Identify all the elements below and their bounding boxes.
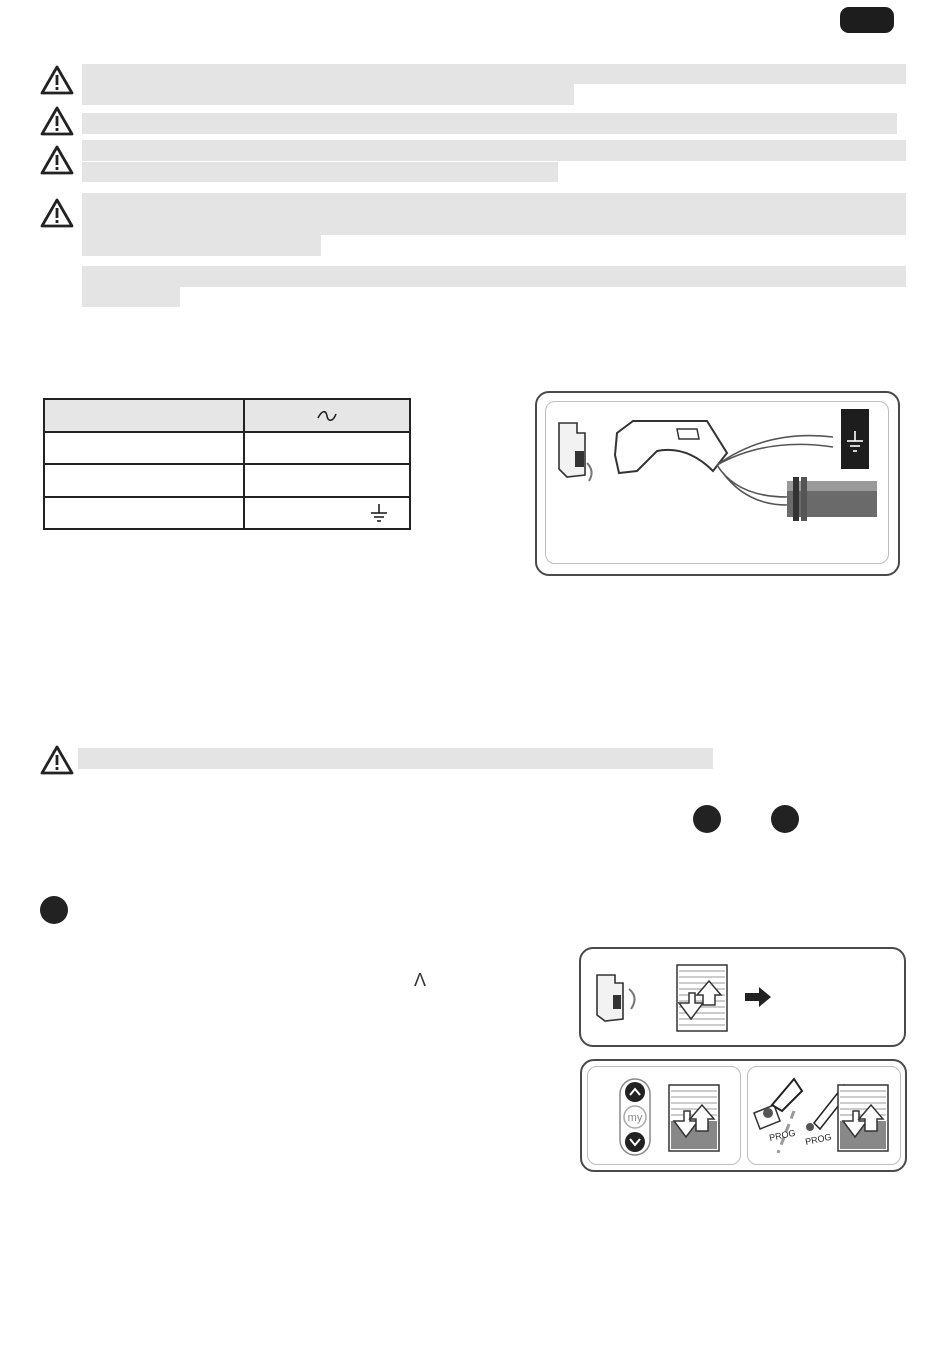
table-cell (244, 497, 410, 530)
circuit-breaker-icon (597, 975, 635, 1021)
language-badge (840, 7, 894, 33)
shutter-icon (677, 965, 727, 1031)
table-row (44, 497, 410, 530)
table-cell (44, 497, 244, 530)
warning-text-line (78, 748, 713, 769)
warning-triangle-icon (40, 198, 74, 228)
warning-triangle-icon (40, 745, 74, 775)
wiring-illustration (537, 393, 898, 574)
motor-tube-icon (787, 477, 877, 521)
my-button-label: my (627, 1112, 643, 1124)
note-text-line (82, 287, 180, 307)
alternating-current-icon (316, 410, 338, 422)
table-header-cell (44, 399, 244, 432)
table-cell (44, 432, 244, 465)
table-header-row (44, 399, 410, 432)
prog-label: PROG (804, 1131, 833, 1147)
table-header-cell (244, 399, 410, 432)
remote-control-icon (620, 1079, 650, 1155)
step-marker-dot (693, 805, 721, 833)
warning-text-line (82, 84, 574, 105)
note-text-line (82, 266, 906, 287)
power-on-figure-panel (579, 947, 906, 1047)
shutter-icon (669, 1085, 719, 1151)
table-cell (244, 432, 410, 465)
warning-text-line (82, 64, 906, 84)
warning-triangle-icon (40, 65, 74, 95)
prog-label: PROG (768, 1127, 797, 1143)
step-marker-dot (771, 805, 799, 833)
cable-clamp-icon (615, 421, 727, 473)
programming-figure-panel (580, 1059, 907, 1172)
wiring-table (43, 398, 411, 530)
arrow-right-icon (745, 987, 771, 1007)
warning-text-line (82, 193, 906, 235)
wiring-figure-panel (535, 391, 900, 576)
warning-text-line (82, 235, 321, 256)
circuit-breaker-icon (559, 423, 592, 481)
shutter-icon (838, 1085, 888, 1151)
warning-text-line (82, 140, 906, 161)
up-caret-glyph: Λ (414, 970, 427, 990)
step-marker-dot (40, 896, 68, 924)
prog-button-icon (754, 1079, 850, 1153)
table-row (44, 464, 410, 497)
warning-text-line (82, 162, 558, 182)
table-cell (244, 464, 410, 497)
programming-illustration (582, 1061, 905, 1170)
earth-icon (369, 504, 389, 524)
power-on-illustration (581, 949, 904, 1045)
warning-triangle-icon (40, 145, 74, 175)
warning-text-line (82, 113, 897, 134)
table-row (44, 432, 410, 465)
warning-triangle-icon (40, 106, 74, 136)
table-cell (44, 464, 244, 497)
